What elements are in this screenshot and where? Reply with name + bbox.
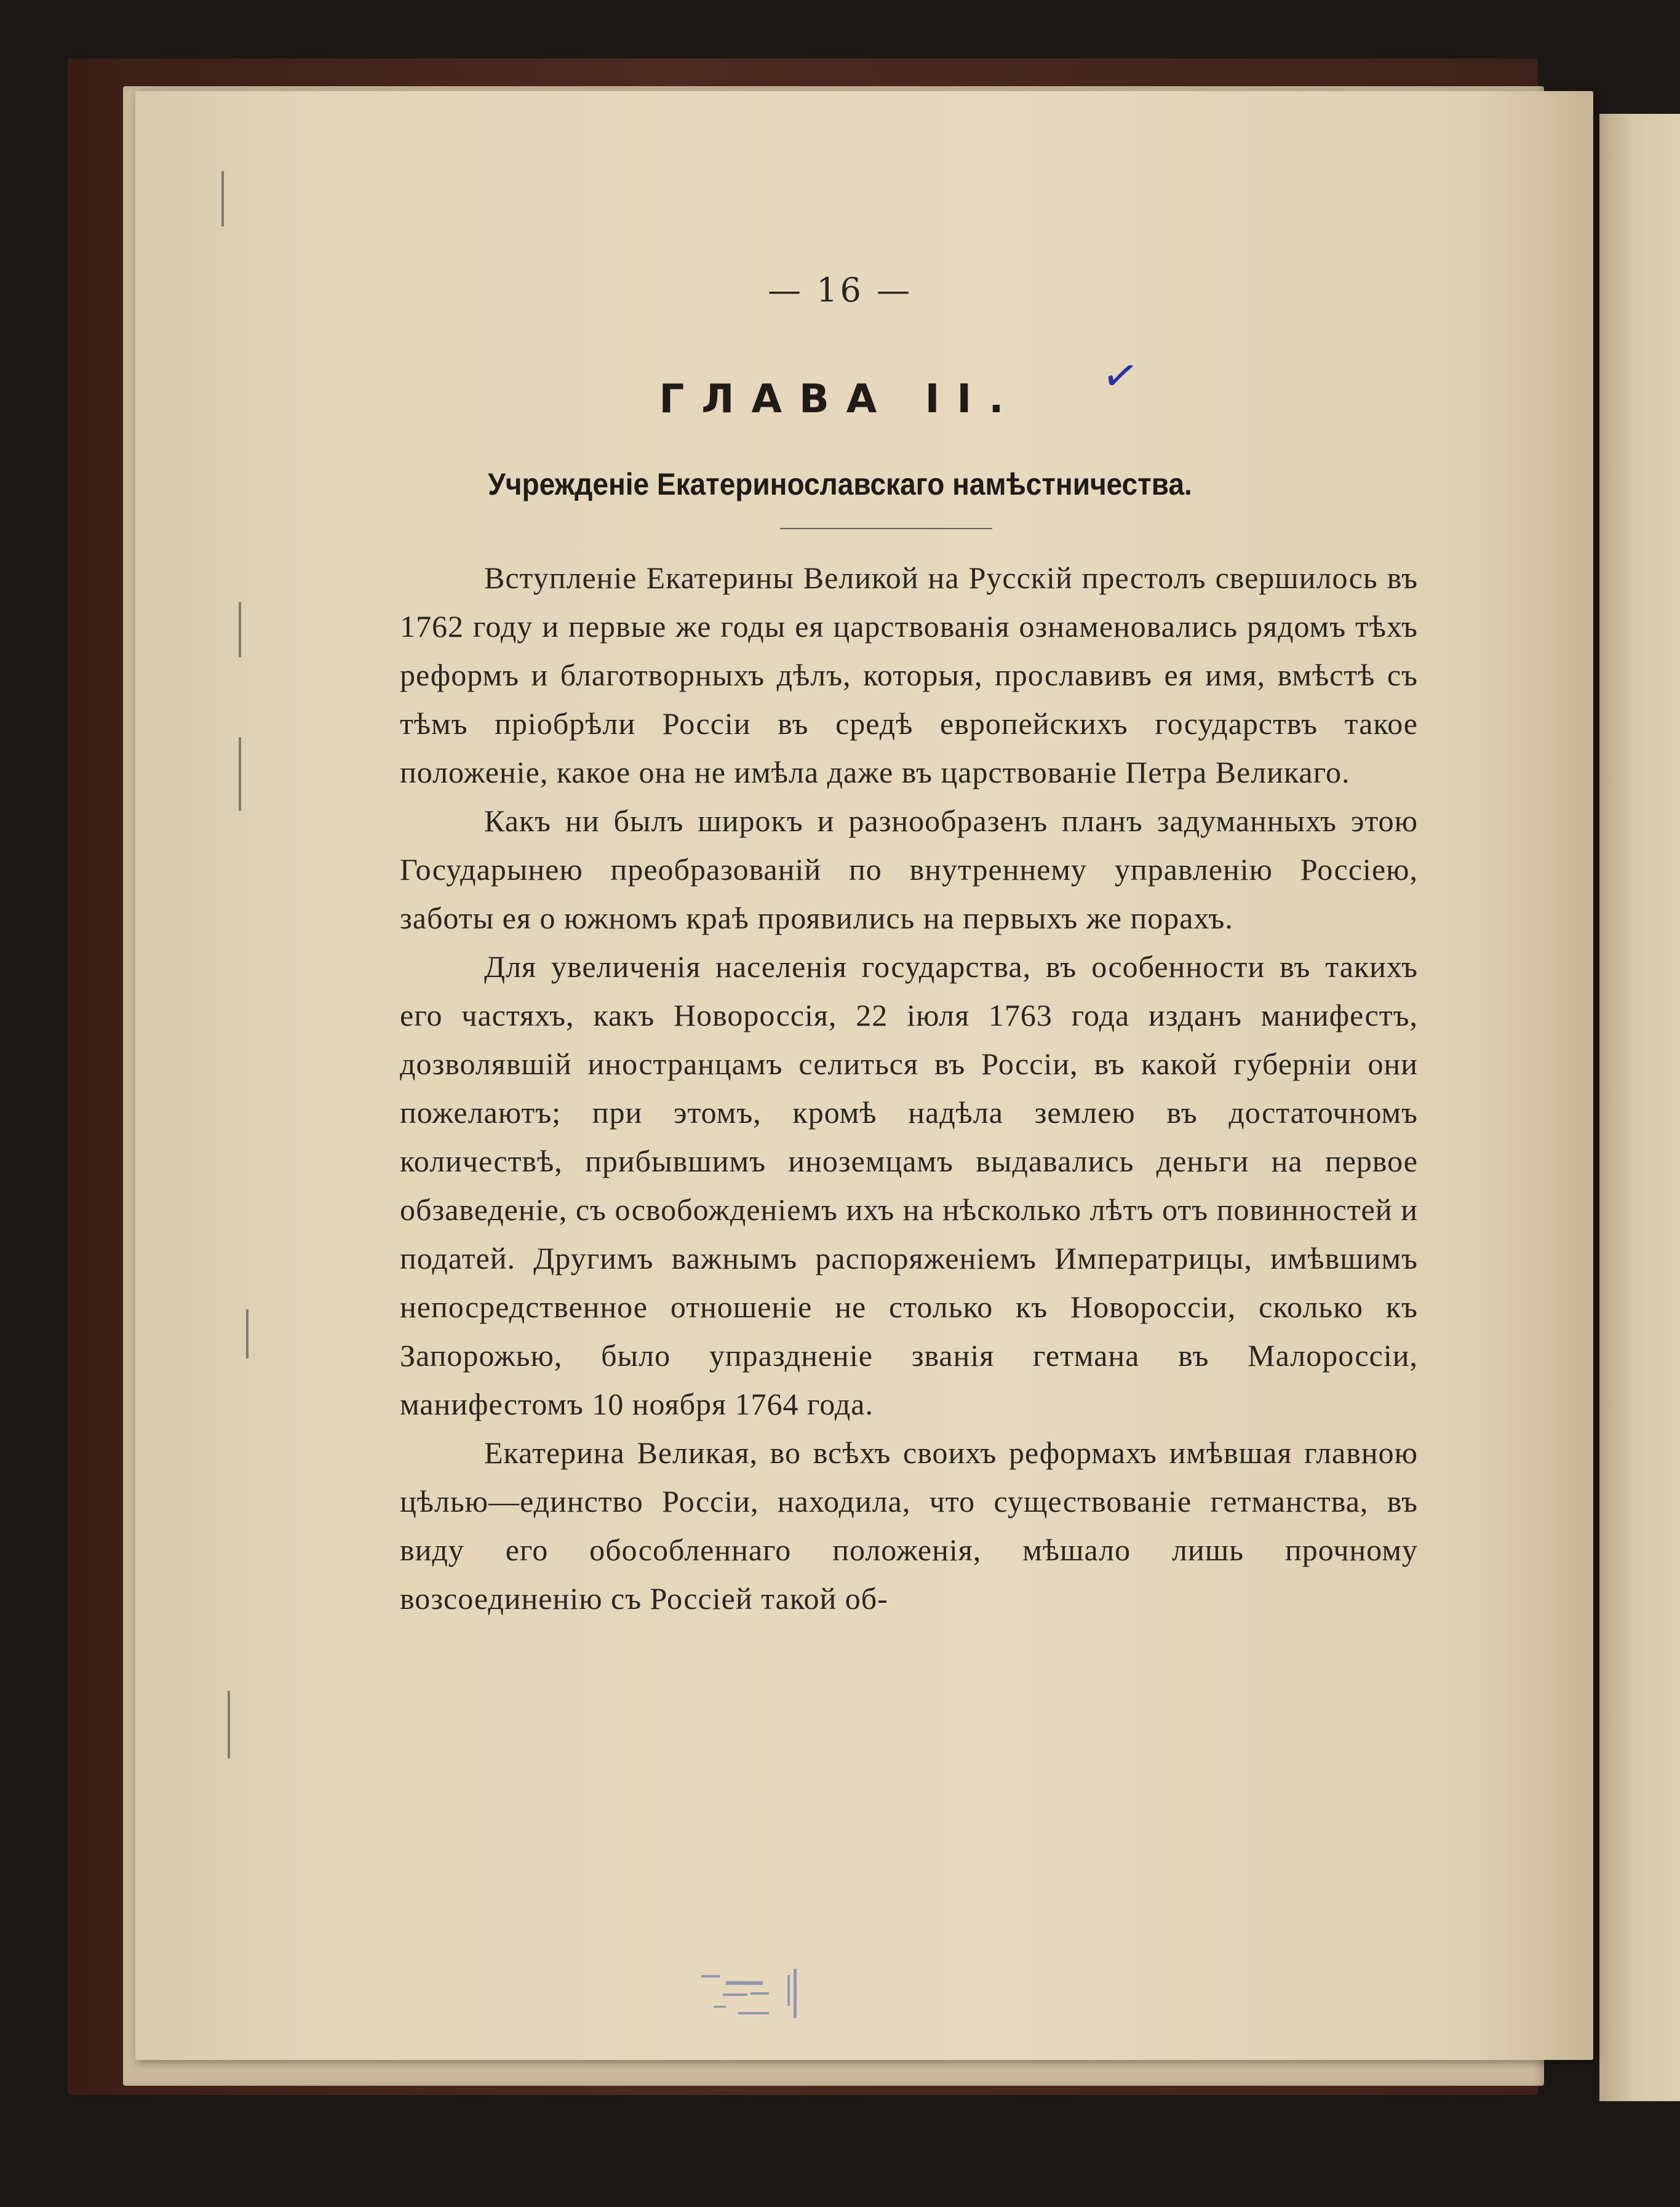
chapter-subtitle: Учрежденіе Екатеринославскаго намѣстничества. (488, 467, 1192, 501)
page-number: — 16 — (767, 271, 913, 309)
page-edge-mark (246, 1309, 249, 1359)
paragraph: Для увеличенія населенія государства, въ особенности въ такихъ его частяхъ, какъ Новороссія, 22 іюля 1763 года изданъ манифестъ, дозволявшій иностранцамъ селиться въ Россіи, въ какой губерніи они пожелаютъ; при этомъ, кромѣ надѣла землею въ достаточномъ количествѣ, прибывшимъ иноземцамъ выдавались деньги на первое обзаведеніе, съ освобожденіемъ ихъ на нѣсколько лѣтъ отъ повинностей и податей. Другимъ важнымъ распоряженіемъ Императрицы, имѣвшимъ непосредственное отношеніе не столько къ Новороссіи, сколько къ Запорожью, было упраздненіе званія гетмана въ Малороссіи, манифестомъ 10 ноября 1764 года. (400, 949, 1418, 1421)
paragraph: Какъ ни былъ широкъ и разнообразенъ планъ задуманныхъ этою Государынею преобразованій по внутреннему управленію Россіею, заботы ея о южномъ краѣ проявились на первыхъ же порахъ. (400, 804, 1418, 935)
body-text (400, 554, 1418, 1623)
checkmark-annotation: ✓ (1098, 348, 1143, 404)
title-divider (780, 528, 992, 529)
page-edge-mark (221, 171, 224, 226)
paragraph: Вступленіе Екатерины Великой на Русскій престолъ свершилось въ 1762 году и первые же годы ея царствованія ознаменовались рядомъ тѣхъ реформъ и благотворныхъ дѣлъ, которыя, прославивъ ея имя, вмѣстѣ съ тѣмъ пріобрѣли Россіи въ средѣ европейскихъ государствъ такое положеніе, какое она не имѣла даже въ царствованіе Петра Великаго. (400, 561, 1418, 789)
library-stamp (689, 1957, 837, 2030)
page-edge-mark (239, 602, 241, 657)
page-edge-mark (228, 1691, 230, 1758)
chapter-title: ГЛАВА II. (659, 377, 1021, 422)
page-edge-mark (239, 737, 241, 811)
paragraph: Екатерина Великая, во всѣхъ своихъ реформахъ имѣвшая главною цѣлью—единство Россіи, находила, что существованіе гетманства, въ виду его обособленнаго положенія, мѣшало лишь прочному возсоединенію съ Россіей такой об- (400, 1435, 1418, 1616)
